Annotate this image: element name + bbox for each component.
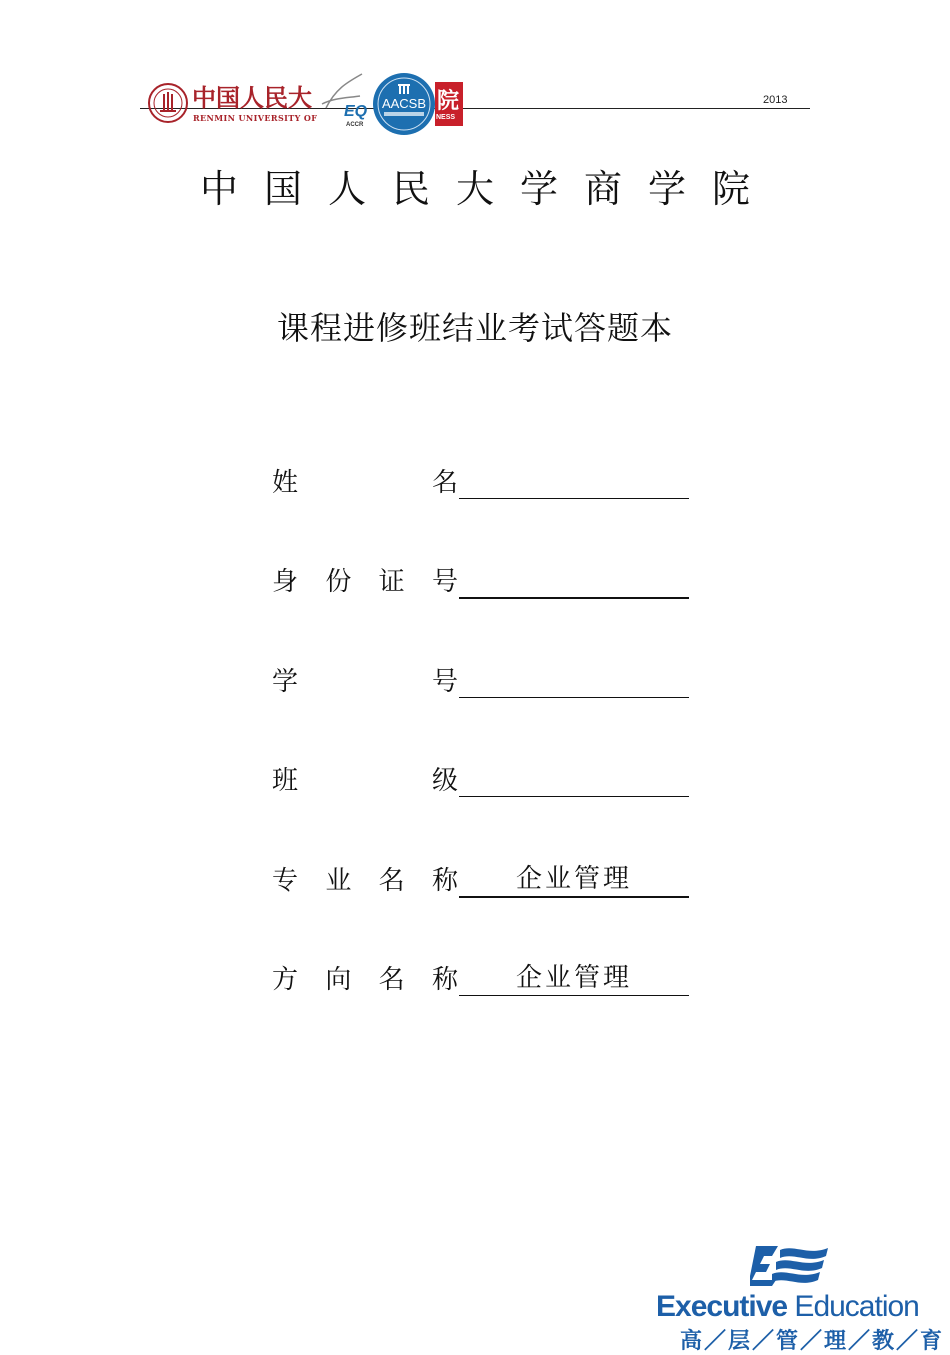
direction-field[interactable]: 企业管理 xyxy=(459,959,689,996)
form-label-name: 姓 名 xyxy=(272,467,458,498)
form-row-id-number xyxy=(272,561,692,605)
university-seal-icon xyxy=(147,82,189,124)
form-label-direction: 方 向 名 称 xyxy=(272,964,458,995)
equis-logo-icon xyxy=(316,68,378,130)
executive-education-cn-text: 高／层／管／理／教／育 xyxy=(680,1329,945,1354)
executive-education-wordmark: Executive Education xyxy=(656,1290,919,1323)
document-title: 课程进修班结业考试答题本 xyxy=(276,309,673,347)
form-label-id-number: 身 份 证 号 xyxy=(272,566,458,597)
form-row-major xyxy=(272,860,692,904)
student-number-field[interactable] xyxy=(459,661,689,698)
form-label-major: 专 业 名 称 xyxy=(272,865,458,896)
university-name-en: RENMIN UNIVERSITY OF xyxy=(193,113,318,123)
form-row-name xyxy=(272,462,692,506)
aacsb-badge-icon xyxy=(372,72,436,136)
aacsb-text: AACSB xyxy=(381,96,427,111)
red-logo-text: NESS xyxy=(436,114,456,121)
form-row-student-number xyxy=(272,661,692,705)
red-logo-glyph: 院 xyxy=(437,89,460,114)
name-field[interactable] xyxy=(459,462,689,499)
executive-education-logo-icon xyxy=(750,1246,832,1286)
class-field[interactable] xyxy=(459,760,689,797)
school-title: 中国人民大学商学院 xyxy=(199,167,776,211)
form-row-class xyxy=(272,760,692,804)
form-label-class: 班 级 xyxy=(272,765,458,796)
major-field[interactable]: 企业管理 xyxy=(459,860,689,898)
form-label-student-number: 学 号 xyxy=(272,666,458,697)
university-name-cn: 中国人民大 xyxy=(192,83,312,112)
equis-subtext: ACCR xyxy=(346,122,364,128)
header-year: 2013 xyxy=(763,94,788,106)
equis-text: EQ xyxy=(344,103,368,120)
id-number-field[interactable] xyxy=(459,561,689,599)
form-row-direction xyxy=(272,959,692,1003)
